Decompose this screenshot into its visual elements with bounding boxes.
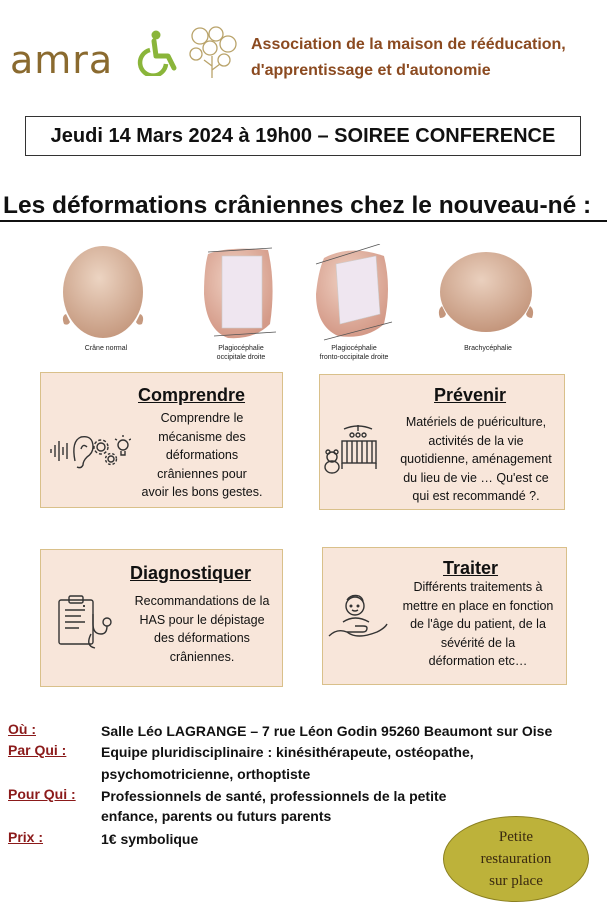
card-traiter-text	[391, 578, 565, 671]
card-traiter-line: mettre en place en fonction	[402, 598, 554, 613]
pour-qui-label: Pour Qui :	[8, 786, 76, 802]
head-caption-plagio-fronto	[304, 344, 404, 362]
clipboard-stethoscope-icon	[55, 594, 115, 656]
card-comprendre-line: crâniennes pour	[157, 466, 247, 481]
head-caption-normal	[66, 344, 146, 353]
card-diagnostiquer-title: Diagnostiquer	[130, 563, 252, 583]
card-comprendre	[40, 372, 283, 508]
card-prevenir-line: du lieu de vie … Qu'est ce	[403, 470, 549, 485]
main-title: Les déformations crâniennes chez le nouveau-né :	[0, 192, 607, 222]
card-comprendre-title: Comprendre	[138, 385, 246, 405]
head-caption-normal-text: Crâne normal	[84, 345, 128, 352]
card-prevenir-line: qui est recommandé ?.	[412, 489, 540, 504]
card-diagnostiquer-line: Recommandations de la	[134, 594, 270, 608]
amra-logo	[10, 26, 240, 82]
card-diagnostiquer	[40, 549, 283, 687]
prix-label: Prix :	[8, 829, 44, 845]
card-comprendre-line: déformations	[165, 448, 239, 463]
prix-value: 1€ symbolique	[101, 831, 199, 847]
card-traiter	[322, 547, 567, 685]
head-caption-plagio-occipital	[196, 344, 286, 362]
head-normal-illustration	[58, 244, 148, 342]
event-date-title: Jeudi 14 Mars 2024 à 19h00 – SOIREE CONFERENCE	[25, 116, 581, 156]
head-plagio-fronto-illustration	[310, 244, 396, 342]
card-traiter-line: de l'âge du patient, de la	[410, 617, 546, 632]
par-qui-value	[101, 742, 601, 784]
card-comprendre-line: Comprendre le	[160, 411, 244, 425]
card-traiter-title: Traiter	[443, 558, 499, 578]
card-prevenir-text	[386, 413, 566, 506]
card-prevenir-line: quotidienne, aménagement	[400, 452, 552, 467]
card-traiter-line: déformation etc…	[428, 654, 528, 669]
association-line-2: d'apprentissage et d'autonomie	[251, 62, 491, 79]
ou-label: Où :	[8, 721, 36, 737]
association-name	[251, 32, 601, 84]
card-traiter-line: Différents traitements à	[413, 580, 543, 594]
badge-line-3: sur place	[489, 873, 543, 889]
head-caption-brachy-text: Brachycéphalie	[464, 345, 512, 352]
child-hand-icon	[327, 592, 391, 646]
ear-gears-icon	[49, 431, 131, 471]
pour-qui-line-1: Professionnels de santé, professionnels de la petite	[101, 788, 447, 804]
logo-text: amra	[10, 38, 114, 82]
pour-qui-line-2: enfance, parents ou futurs parents	[101, 808, 332, 824]
card-prevenir-line: activités de la vie	[428, 433, 524, 448]
badge-line-2: restauration	[480, 851, 552, 867]
card-prevenir-line: Matériels de puériculture,	[405, 415, 547, 429]
wheelchair-icon	[130, 30, 180, 76]
card-diagnostiquer-line: HAS pour le dépistage	[139, 612, 265, 627]
card-diagnostiquer-line: des déformations	[154, 631, 250, 646]
crib-icon	[322, 423, 384, 475]
restauration-badge	[443, 816, 589, 902]
badge-line-1: Petite	[498, 829, 534, 845]
tree-logo-icon	[186, 26, 240, 80]
card-prevenir	[319, 374, 565, 510]
par-qui-line-1: Equipe pluridisciplinaire : kinésithérapeute, ostéopathe,	[101, 744, 474, 760]
head-caption-plagio-occipital-line-1: Plagiocéphalie	[218, 345, 264, 352]
head-caption-plagio-fronto-line-1: Plagiocéphalie	[331, 345, 377, 352]
card-diagnostiquer-line: crâniennes.	[169, 649, 235, 664]
card-traiter-line: sévérité de la	[440, 635, 516, 650]
head-plagio-occipital-illustration	[198, 244, 280, 342]
head-caption-plagio-fronto-line-2: fronto-occipitale droite	[319, 354, 389, 361]
head-caption-plagio-occipital-line-2: occipitale droite	[216, 354, 266, 361]
card-comprendre-line: avoir les bons gestes.	[141, 485, 263, 500]
card-diagnostiquer-text	[123, 592, 281, 666]
head-caption-brachy	[448, 344, 528, 353]
ou-value: Salle Léo LAGRANGE – 7 rue Léon Godin 95260 Beaumont sur Oise	[101, 723, 553, 739]
card-comprendre-text	[127, 409, 277, 502]
association-line-1: Association de la maison de rééducation,	[251, 36, 566, 53]
head-brachy-illustration	[436, 244, 536, 336]
par-qui-label: Par Qui :	[8, 742, 67, 758]
card-prevenir-title: Prévenir	[434, 385, 507, 405]
card-comprendre-line: mécanisme des	[158, 429, 246, 444]
par-qui-line-2: psychomotricienne, orthoptiste	[101, 766, 311, 782]
